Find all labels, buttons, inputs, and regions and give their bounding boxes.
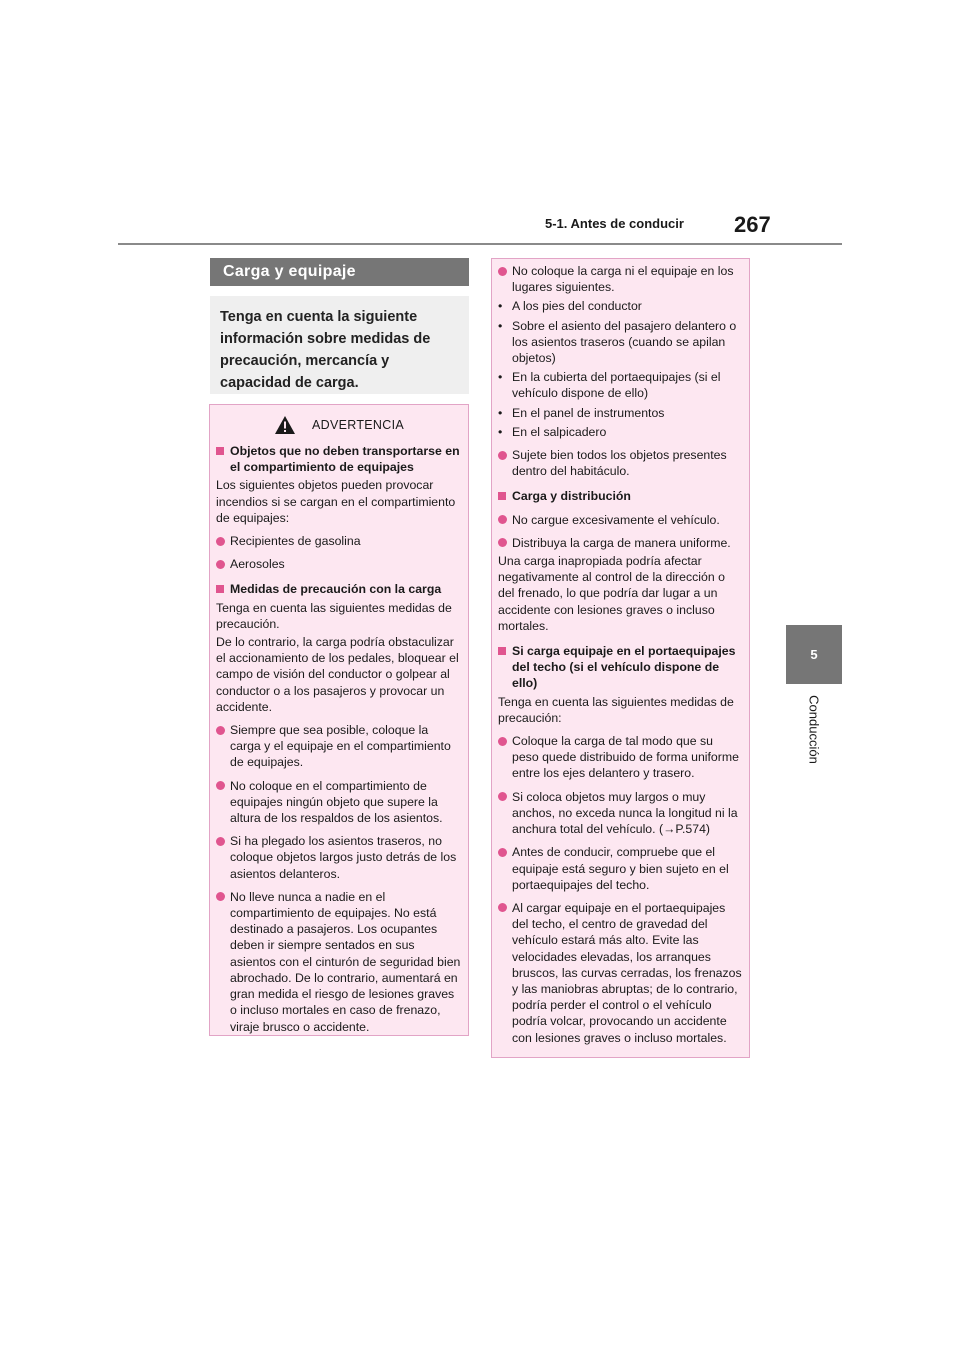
paragraph: Tenga en cuenta las siguientes medidas de precaución. bbox=[216, 600, 452, 631]
paragraph: Una carga inapropiada podría afectar negativamente al control de la dirección o del frenado, lo que podría dar lugar a un accidente con lesiones graves o incluso mortales. bbox=[498, 554, 725, 633]
warning-label: ADVERTENCIA bbox=[312, 417, 404, 432]
page-title: Carga y equipaje bbox=[210, 258, 469, 286]
subheading: Carga y distribución bbox=[498, 488, 743, 504]
bullet-dot-icon bbox=[216, 837, 225, 846]
paragraph: De lo contrario, la carga podría obstaculizar el accionamiento de los pedales, bloquear el campo de visión del conductor o golpear al conductor o a los pasajeros y provocar un accidente. bbox=[216, 635, 459, 714]
bullet-item: No coloque la carga ni el equipaje en los lugares siguientes. bbox=[498, 263, 743, 295]
bullet-dot-icon bbox=[498, 792, 507, 801]
paragraph: Tenga en cuenta las siguientes medidas de precaución: bbox=[498, 694, 734, 725]
bullet-dot-icon bbox=[498, 515, 507, 524]
bullet-item: No lleve nunca a nadie en el compartimiento de equipajes. No está destinado a pasajeros. Los ocupantes deben ir siempre sentados en sus asientos con el cinturón de seguridad bien abrochado. De lo contrario, aumentará en gran medida el riesgo de lesiones graves o incluso mortales en caso de frenazo, viraje brusco o accidente. bbox=[216, 889, 462, 1035]
warning-triangle-icon bbox=[274, 415, 296, 435]
warning-box-left bbox=[209, 404, 469, 1036]
bullet-item: No cargue excesivamente el vehículo. bbox=[498, 512, 743, 528]
bullet-item: Recipientes de gasolina bbox=[216, 533, 462, 549]
bullet-dot-icon bbox=[216, 537, 225, 546]
bullet-item: Si ha plegado los asientos traseros, no coloque objetos largos justo detrás de los asientos delanteros. bbox=[216, 833, 462, 882]
dash-item: • En la cubierta del portaequipajes (si el vehículo dispone de ello) bbox=[498, 370, 721, 401]
bullet-item: Si coloca objetos muy largos o muy anchos, no exceda nunca la longitud ni la anchura total del vehículo. (→P.574) bbox=[498, 789, 743, 838]
bullet-dot-icon bbox=[216, 726, 225, 735]
bullet-item: Sujete bien todos los objetos presentes dentro del habitáculo. bbox=[498, 447, 743, 479]
dash-item: • A los pies del conductor bbox=[498, 299, 642, 314]
bullet-dot-icon bbox=[498, 737, 507, 746]
intro-box bbox=[210, 296, 469, 394]
section-label: 5-1. Antes de conducir bbox=[545, 216, 684, 231]
bullet-dot-icon bbox=[216, 781, 225, 790]
chapter-name-label: Conducción bbox=[806, 695, 822, 764]
subheading: Objetos que no deben transportarse en el compartimiento de equipajes bbox=[216, 443, 462, 475]
header-rule bbox=[118, 243, 842, 245]
bullet-item: No coloque en el compartimiento de equipajes ningún objeto que supere la altura de los respaldos de los asientos. bbox=[216, 778, 462, 827]
bullet-dot-icon bbox=[498, 903, 507, 912]
chapter-name bbox=[786, 692, 842, 772]
intro-text: Tenga en cuenta la siguiente información sobre medidas de precaución, mercancía y capacidad de carga. bbox=[220, 309, 431, 391]
chapter-tab[interactable] bbox=[786, 625, 842, 684]
bullet-item: Aerosoles bbox=[216, 556, 462, 572]
bullet-item: Coloque la carga de tal modo que su peso quede distribuido de forma uniforme entre los ejes delantero y trasero. bbox=[498, 733, 743, 782]
bullet-dot-icon bbox=[216, 892, 225, 901]
bullet-dot-icon bbox=[498, 267, 507, 276]
dash-item: • En el salpicadero bbox=[498, 424, 607, 439]
bullet-dot-icon bbox=[216, 560, 225, 569]
warning-header bbox=[216, 413, 462, 437]
warning-box-right bbox=[491, 258, 750, 1058]
bullet-item: Antes de conducir, compruebe que el equipaje está seguro y bien sujeto en el portaequipajes del techo. bbox=[498, 844, 743, 893]
bullet-dot-icon bbox=[498, 451, 507, 460]
page-number: 267 bbox=[734, 212, 771, 237]
chapter-number: 5 bbox=[810, 647, 818, 662]
dash-item: • Sobre el asiento del pasajero delantero o los asientos traseros (cuando se apilan objetos) bbox=[498, 318, 737, 366]
bullet-item: Distribuya la carga de manera uniforme. bbox=[498, 535, 743, 551]
subheading: Medidas de precaución con la carga bbox=[216, 581, 462, 597]
bullet-item: Al cargar equipaje en el portaequipajes del techo, el centro de gravedad del vehículo estará más alto. Evite las velocidades elevadas, los arranques bruscos, las curvas cerradas, los frenazos y las maniobras abruptas; de lo contrario, podría perder el control o el vehículo podría volcar, provocando un accidente con lesiones graves o incluso mortales. bbox=[498, 900, 743, 1046]
subheading: Si carga equipaje en el portaequipajes del techo (si el vehículo dispone de ello) bbox=[498, 643, 743, 692]
bullet-dot-icon bbox=[498, 538, 507, 547]
paragraph: Los siguientes objetos pueden provocar incendios si se cargan en el compartimiento de equipajes: bbox=[216, 478, 456, 525]
bullet-item: Siempre que sea posible, coloque la carga y el equipaje en el compartimiento de equipajes. bbox=[216, 722, 462, 771]
bullet-dot-icon bbox=[498, 848, 507, 857]
dash-item: • En el panel de instrumentos bbox=[498, 405, 665, 420]
